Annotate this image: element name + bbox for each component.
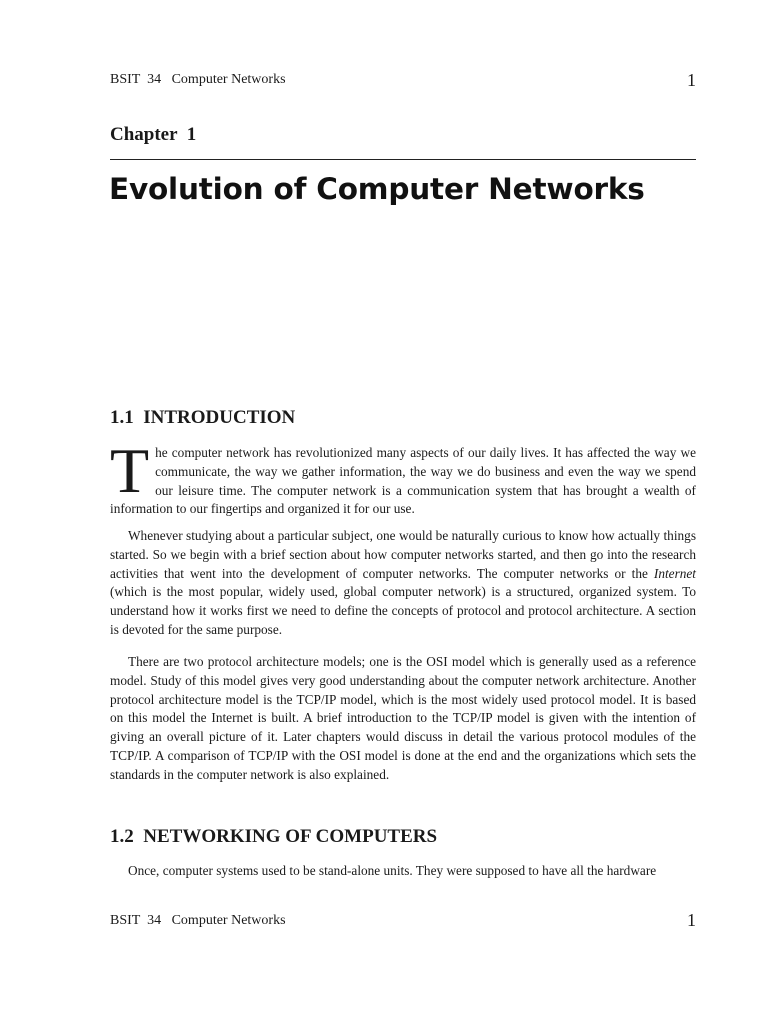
header-page-number: 1 [687, 70, 696, 90]
paragraph-history-text-b: (which is the most popular, widely used, global computer network) is a structured, organized system. To understand how it works first we need to define the concepts of protocol and protocol architecture. A section is devoted for the same purpose. [110, 584, 696, 637]
paragraph-history-text-a: Whenever studying about a particular subject, one would be naturally curious to know how actually things started. So we begin with a brief section about how computer networks started, and then go into the research activities that went into the development of computer networks. The computer networks or the [110, 528, 696, 581]
chapter-title: Evolution of Computer Networks [109, 172, 645, 206]
footer-course-title: BSIT 34 Computer Networks [110, 913, 286, 928]
chapter-divider [110, 159, 696, 160]
header-course-title: BSIT 34 Computer Networks [110, 72, 286, 87]
paragraph-history [110, 527, 696, 640]
section-heading-introduction: 1.1 INTRODUCTION [110, 407, 296, 428]
intro-paragraph-text: he computer network has revolutionized many aspects of our daily lives. It has affected the way we communicate, the way we gather information, the way we do business and even the way we spend our leisure time. The computer network is a communication system that has brought a wealth of information to our fingertips and organized it for our use. [110, 445, 696, 517]
running-header [110, 70, 696, 94]
running-footer [110, 910, 696, 934]
paragraph-networking: Once, computer systems used to be stand-alone units. They were supposed to have all the hardware [128, 863, 657, 878]
chapter-label: Chapter 1 [110, 124, 197, 145]
footer-page-number: 1 [687, 910, 696, 930]
section-heading-networking: 1.2 NETWORKING OF COMPUTERS [110, 826, 438, 847]
paragraph-protocol-models: There are two protocol architecture models; one is the OSI model which is generally used as a reference model. Study of this model gives very good understanding about the computer network architecture. Another protocol architecture model is the TCP/IP model, which is the most widely used protocol model. It is based on this model the Internet is built. A brief introduction to the TCP/IP model is given with the intention of giving an overall picture of it. Later chapters would discuss in detail the various protocol modules of the TCP/IP. A comparison of TCP/IP with the OSI model is done at the end and the organizations which sets the standards in the computer network is also explained. [110, 654, 696, 782]
internet-term: Internet [653, 565, 696, 581]
intro-paragraph [110, 435, 696, 519]
drop-cap: T [110, 435, 150, 506]
